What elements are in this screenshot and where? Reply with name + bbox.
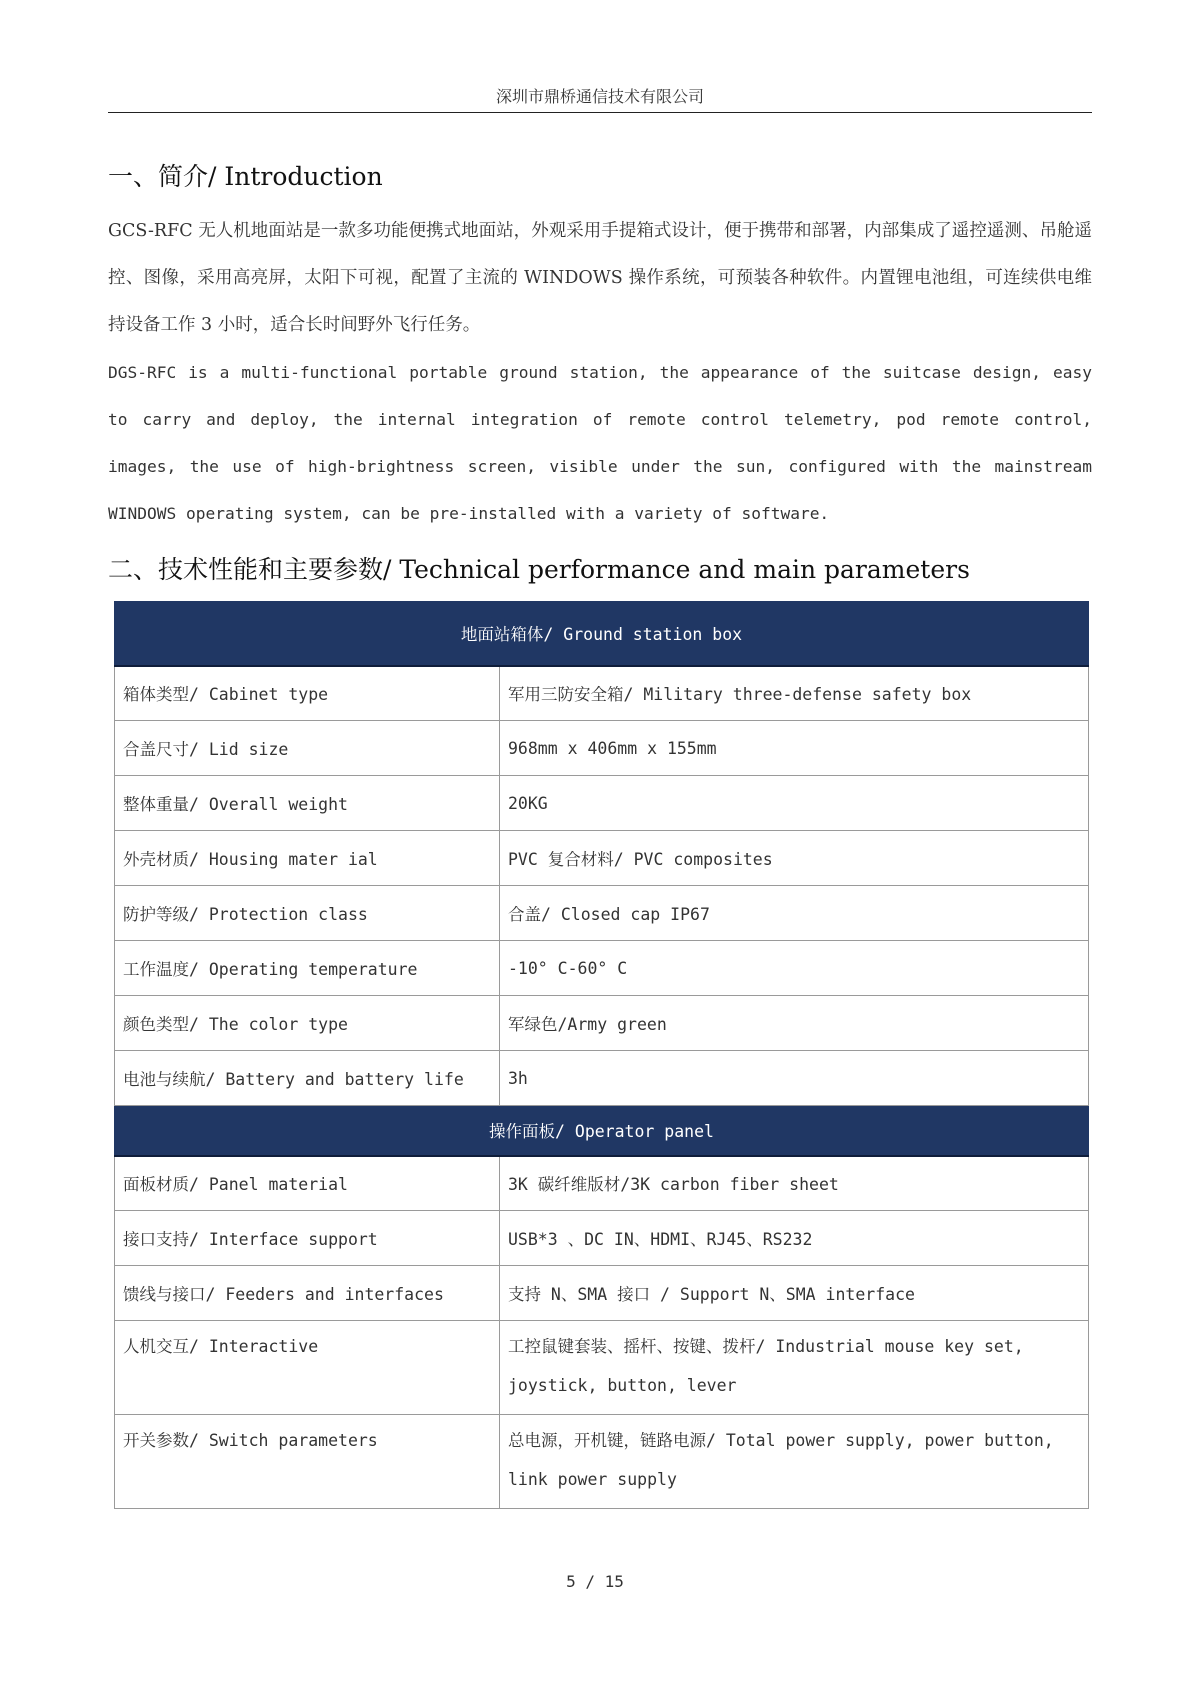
param-value: 3K 碳纤维版材/3K carbon fiber sheet <box>500 1156 1089 1211</box>
intro-heading: 一、简介/ Introduction <box>108 162 383 191</box>
table-row <box>115 886 1089 941</box>
param-label: 整体重量/ Overall weight <box>115 776 500 831</box>
param-label: 箱体类型/ Cabinet type <box>115 666 500 721</box>
param-label: 合盖尺寸/ Lid size <box>115 721 500 776</box>
table-row <box>115 666 1089 721</box>
param-value: 3h <box>500 1051 1089 1106</box>
param-label: 面板材质/ Panel material <box>115 1156 500 1211</box>
param-value: 支持 N、SMA 接口 / Support N、SMA interface <box>500 1266 1089 1321</box>
param-value: 军绿色/Army green <box>500 996 1089 1051</box>
tech-heading: 二、技术性能和主要参数/ Technical performance and main parameters <box>108 555 970 584</box>
param-label: 工作温度/ Operating temperature <box>115 941 500 996</box>
param-value: 工控鼠键套装、摇杆、按键、拨杆/ Industrial mouse key set, joystick, button, lever <box>500 1321 1089 1415</box>
param-label: 人机交互/ Interactive <box>115 1321 500 1415</box>
company-name: 深圳市鼎桥通信技术有限公司 <box>495 87 704 106</box>
table-row <box>115 1211 1089 1266</box>
param-value: 合盖/ Closed cap IP67 <box>500 886 1089 941</box>
table-row <box>115 1415 1089 1509</box>
param-value: USB*3 、DC IN、HDMI、RJ45、RS232 <box>500 1211 1089 1266</box>
table-row <box>115 1321 1089 1415</box>
section-header-ground-station-box <box>115 602 1089 666</box>
param-value: PVC 复合材料/ PVC composites <box>500 831 1089 886</box>
section-header-operator-panel <box>115 1106 1089 1156</box>
param-value: 20KG <box>500 776 1089 831</box>
param-value: 968mm x 406mm x 155mm <box>500 721 1089 776</box>
param-label: 接口支持/ Interface support <box>115 1211 500 1266</box>
param-label: 电池与续航/ Battery and battery life <box>115 1051 500 1106</box>
param-label: 防护等级/ Protection class <box>115 886 500 941</box>
page-number: 5 / 15 <box>566 1572 624 1591</box>
param-value: 军用三防安全箱/ Military three-defense safety box <box>500 666 1089 721</box>
table-row <box>115 831 1089 886</box>
page-header <box>108 84 1092 113</box>
table-row <box>115 776 1089 831</box>
table-row <box>115 1266 1089 1321</box>
param-label: 开关参数/ Switch parameters <box>115 1415 500 1509</box>
param-label: 馈线与接口/ Feeders and interfaces <box>115 1266 500 1321</box>
intro-paragraph-zh: GCS-RFC 无人机地面站是一款多功能便携式地面站，外观采用手提箱式设计，便于携带和部署，内部集成了遥控遥测、吊舱遥控、图像，采用高亮屏，太阳下可视，配置了主流的 WINDOWS 操作系统，可预装各种软件。内置锂电池组，可连续供电维持设备工作 3 小时，适合长时间野外飞行任务。 <box>108 221 1092 335</box>
param-value: 总电源，开机键，链路电源/ Total power supply, power button, link power supply <box>500 1415 1089 1509</box>
intro-paragraph-en: DGS-RFC is a multi-functional portable ground station, the appearance of the suitcase design, easy to carry and deploy, the internal integration of remote control telemetry, pod remote control, images, the use of high-brightness screen, visible under the sun, configured with the mainstream WINDOWS operating system, can be pre-installed with a variety of software. <box>108 363 1092 523</box>
spec-table <box>114 601 1089 1509</box>
param-label: 外壳材质/ Housing mater ial <box>115 831 500 886</box>
table-row <box>115 996 1089 1051</box>
table-row <box>115 1051 1089 1106</box>
table-row <box>115 1156 1089 1211</box>
table-row <box>115 941 1089 996</box>
param-value: -10° C-60° C <box>500 941 1089 996</box>
table-row <box>115 721 1089 776</box>
section-title: 地面站箱体/ Ground station box <box>115 602 1089 666</box>
section-title: 操作面板/ Operator panel <box>115 1106 1089 1156</box>
param-label: 颜色类型/ The color type <box>115 996 500 1051</box>
